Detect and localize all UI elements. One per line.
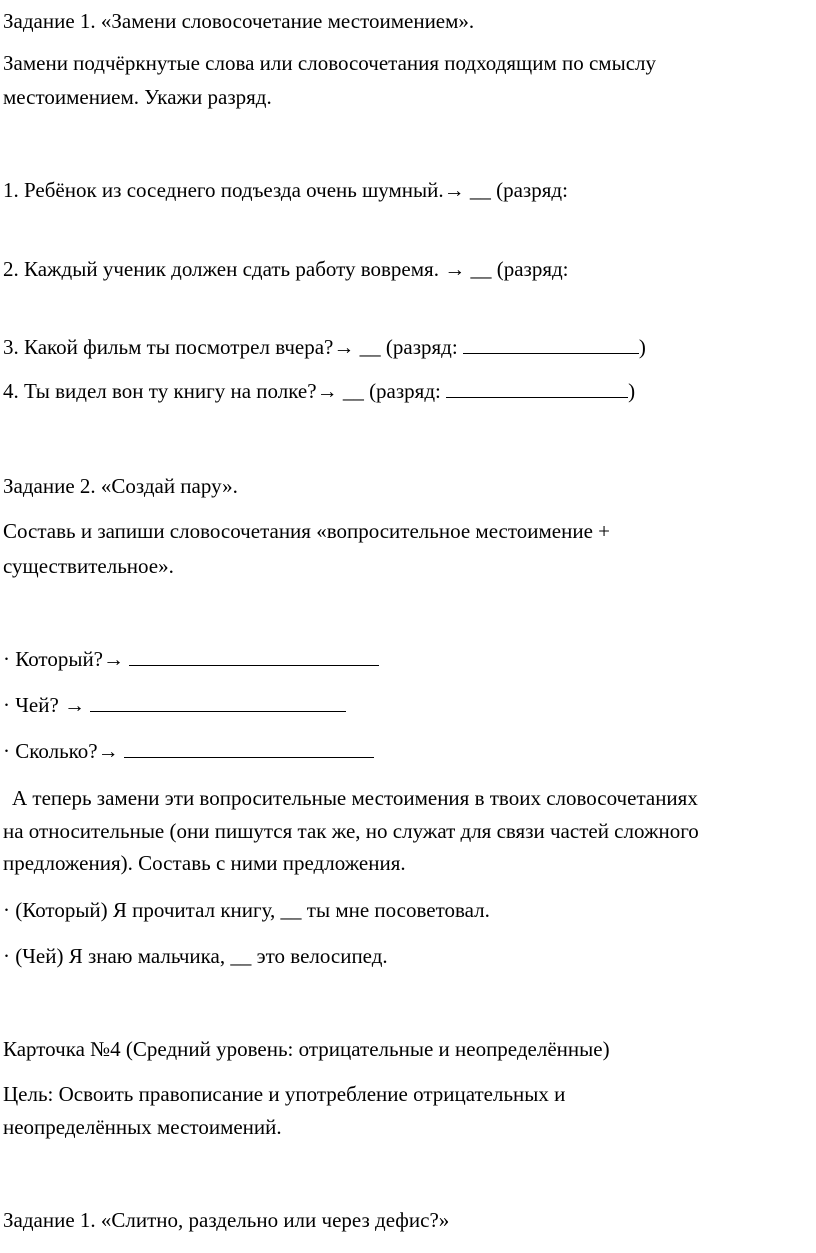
arrow-icon: → bbox=[333, 335, 355, 359]
task3-title: Задание 1. «Слитно, раздельно или через дефис?» bbox=[3, 1208, 450, 1232]
card4-goal-line1: Цель: Освоить правописание и употребление отрицательных и bbox=[3, 1082, 566, 1106]
task1-instruction-line2: местоимением. Укажи разряд. bbox=[3, 85, 272, 109]
arrow-icon: → bbox=[103, 647, 125, 671]
rank-answer-line[interactable] bbox=[463, 335, 639, 354]
pair-answer-line[interactable] bbox=[124, 739, 374, 758]
pair-word: Который? bbox=[15, 647, 104, 671]
rank-close: ) bbox=[628, 379, 636, 403]
rank-label: (разряд: bbox=[385, 335, 458, 359]
sentence-item-1 bbox=[3, 897, 490, 923]
rank-close: ) bbox=[638, 335, 646, 359]
bullet: · bbox=[3, 739, 10, 763]
answer-gap: __ bbox=[469, 178, 491, 202]
card4-title: Карточка №4 (Средний уровень: отрицательные и неопределённые) bbox=[3, 1037, 610, 1061]
sentence-before: (Чей) Я знаю мальчика, bbox=[15, 944, 226, 968]
task1-item-3 bbox=[3, 334, 646, 360]
bullet: · bbox=[3, 898, 10, 922]
answer-gap: __ bbox=[280, 898, 302, 922]
pair-item-1 bbox=[3, 646, 379, 672]
task2-instruction-line1: Составь и запиши словосочетания «вопросительное местоимение + bbox=[3, 519, 611, 543]
rank-label: (разряд: bbox=[369, 379, 441, 403]
answer-gap: __ bbox=[342, 379, 364, 403]
pair-word: Чей? bbox=[15, 693, 59, 717]
pair-item-3 bbox=[3, 738, 374, 764]
arrow-icon: → bbox=[444, 257, 466, 281]
rank-label: (разряд: bbox=[496, 257, 569, 281]
item-text: 1. Ребёнок из соседнего подъезда очень шумный. bbox=[3, 178, 444, 202]
task2-paragraph-line3: предложения). Составь с ними предложения. bbox=[3, 851, 406, 875]
sentence-after: это велосипед. bbox=[256, 944, 388, 968]
task2-paragraph-line1: А теперь замени эти вопросительные местоимения в твоих словосочетаниях bbox=[12, 786, 698, 810]
item-text: 3. Какой фильм ты посмотрел вчера? bbox=[3, 335, 334, 359]
task2-instruction-line2: существительное». bbox=[3, 554, 174, 578]
card4-goal-line2: неопределённых местоимений. bbox=[3, 1115, 282, 1139]
arrow-icon: → bbox=[64, 693, 86, 717]
sentence-after: ты мне посоветовал. bbox=[306, 898, 490, 922]
answer-gap: __ bbox=[359, 335, 381, 359]
item-text: 2. Каждый ученик должен сдать работу вовремя. bbox=[3, 257, 439, 281]
task1-item-4 bbox=[3, 378, 635, 404]
task2-paragraph-line2: на относительные (они пишутся так же, но служат для связи частей сложного bbox=[3, 819, 699, 843]
task1-instruction-line1: Замени подчёркнутые слова или словосочетания подходящим по смыслу bbox=[3, 51, 656, 75]
sentence-before: (Который) Я прочитал книгу, bbox=[15, 898, 276, 922]
pair-answer-line[interactable] bbox=[129, 647, 379, 666]
task1-item-2 bbox=[3, 256, 569, 282]
sentence-item-2 bbox=[3, 943, 388, 969]
rank-answer-line[interactable] bbox=[446, 379, 628, 398]
answer-gap: __ bbox=[230, 944, 252, 968]
pair-item-2 bbox=[3, 692, 346, 718]
pair-word: Сколько? bbox=[15, 739, 98, 763]
arrow-icon: → bbox=[97, 739, 119, 763]
arrow-icon: → bbox=[316, 379, 338, 403]
arrow-icon: → bbox=[443, 178, 465, 202]
item-text: 4. Ты видел вон ту книгу на полке? bbox=[3, 379, 317, 403]
pair-answer-line[interactable] bbox=[90, 693, 346, 712]
bullet: · bbox=[3, 693, 10, 717]
rank-label: (разряд: bbox=[496, 178, 568, 202]
task2-title: Задание 2. «Создай пару». bbox=[3, 474, 238, 498]
task1-title: Задание 1. «Замени словосочетание местоимением». bbox=[3, 9, 475, 33]
answer-gap: __ bbox=[470, 257, 492, 281]
task1-item-1 bbox=[3, 177, 568, 203]
bullet: · bbox=[3, 944, 10, 968]
bullet: · bbox=[3, 647, 10, 671]
